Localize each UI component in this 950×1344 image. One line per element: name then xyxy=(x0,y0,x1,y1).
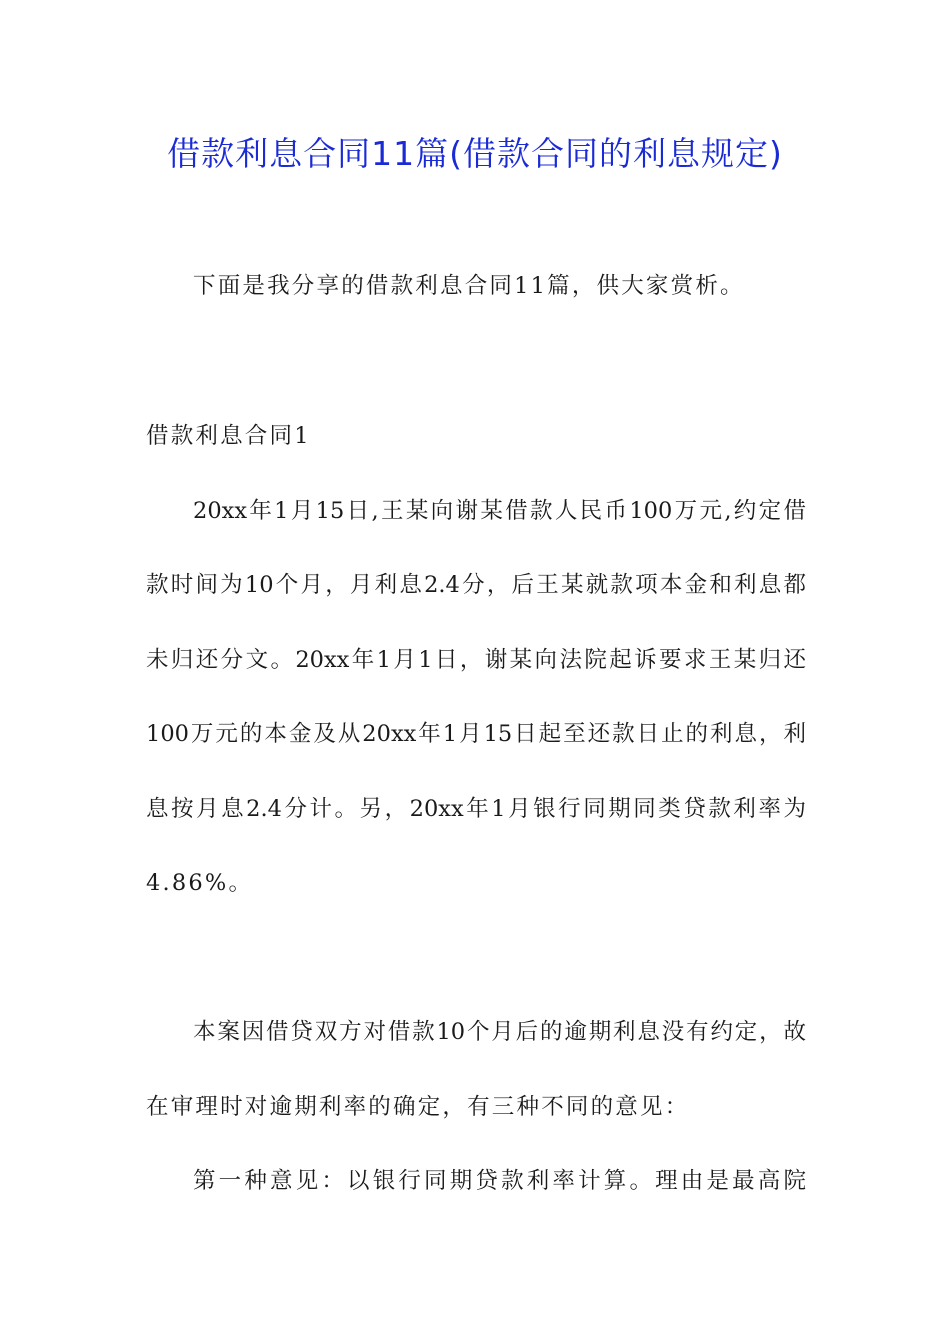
paragraph-line: 在审理时对逾期利率的确定，有三种不同的意见： xyxy=(146,1094,690,1120)
paragraph-line: 息按月息2.4分计。另，20xx年1月银行同期同类贷款利率为 xyxy=(146,796,806,822)
paragraph-line: 20xx年1月15日,王某向谢某借款人民币100万元,约定借 xyxy=(193,498,806,524)
intro-text: 下面是我分享的借款利息合同11篇，供大家赏析。 xyxy=(193,273,745,299)
paragraph-line: 4.86%。 xyxy=(146,870,254,896)
paragraph-line: 款时间为10个月，月利息2.4分，后王某就款项本金和利息都 xyxy=(146,572,806,598)
paragraph-line: 本案因借贷双方对借款10个月后的逾期利息没有约定，故 xyxy=(193,1019,806,1045)
paragraph-line: 100万元的本金及从20xx年1月15日起至还款日止的利息，利 xyxy=(146,721,806,747)
paragraph-line: 第一种意见：以银行同期贷款利率计算。理由是最高院 xyxy=(193,1168,806,1194)
paragraph-line: 未归还分文。20xx年1月1日，谢某向法院起诉要求王某归还 xyxy=(146,647,806,673)
section-heading: 借款利息合同1 xyxy=(146,423,311,449)
document-title: 借款利息合同11篇(借款合同的利息规定) xyxy=(167,134,783,173)
